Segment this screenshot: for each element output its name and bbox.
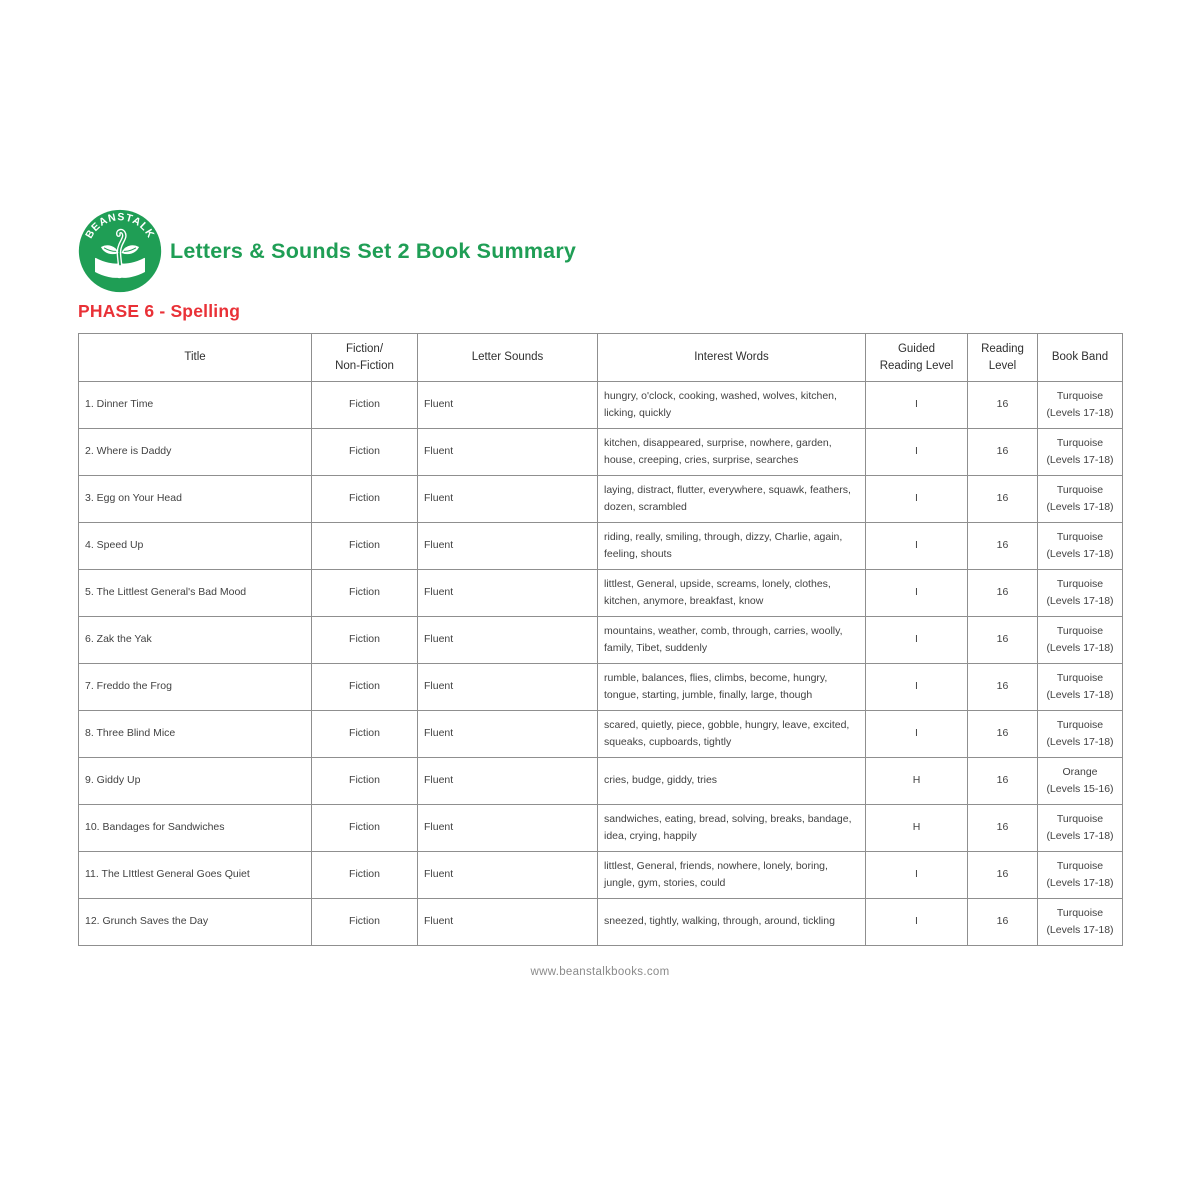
table-header-row xyxy=(79,334,1123,382)
cell-fiction: Fiction xyxy=(312,429,418,476)
table-row xyxy=(79,476,1123,523)
cell-fiction: Fiction xyxy=(312,523,418,570)
cell-fiction: Fiction xyxy=(312,664,418,711)
cell-sounds: Fluent xyxy=(418,617,598,664)
cell-fiction: Fiction xyxy=(312,711,418,758)
cell-words: rumble, balances, flies, climbs, become, hungry, tongue, starting, jumble, finally, large, though xyxy=(598,664,866,711)
cell-sounds: Fluent xyxy=(418,899,598,946)
cell-reading: 16 xyxy=(968,382,1038,429)
cell-words: littlest, General, upside, screams, lonely, clothes, kitchen, anymore, breakfast, know xyxy=(598,570,866,617)
cell-reading: 16 xyxy=(968,617,1038,664)
cell-band: Turquoise (Levels 17-18) xyxy=(1038,852,1123,899)
cell-fiction: Fiction xyxy=(312,570,418,617)
logo-top-text: BEANSTALK xyxy=(83,211,157,241)
cell-words: mountains, weather, comb, through, carries, woolly, family, Tibet, suddenly xyxy=(598,617,866,664)
cell-words: hungry, o'clock, cooking, washed, wolves, kitchen, licking, quickly xyxy=(598,382,866,429)
cell-fiction: Fiction xyxy=(312,899,418,946)
book-summary-table xyxy=(78,333,1123,946)
table-row xyxy=(79,711,1123,758)
column-header-sounds: Letter Sounds xyxy=(418,334,598,382)
cell-band: Turquoise (Levels 17-18) xyxy=(1038,664,1123,711)
cell-reading: 16 xyxy=(968,664,1038,711)
document-header xyxy=(78,209,576,293)
cell-fiction: Fiction xyxy=(312,382,418,429)
cell-sounds: Fluent xyxy=(418,805,598,852)
column-header-title: Title xyxy=(79,334,312,382)
cell-words: littlest, General, friends, nowhere, lonely, boring, jungle, gym, stories, could xyxy=(598,852,866,899)
cell-guided: I xyxy=(866,617,968,664)
cell-reading: 16 xyxy=(968,899,1038,946)
cell-words: cries, budge, giddy, tries xyxy=(598,758,866,805)
cell-reading: 16 xyxy=(968,429,1038,476)
cell-sounds: Fluent xyxy=(418,476,598,523)
cell-title: 3. Egg on Your Head xyxy=(79,476,312,523)
cell-reading: 16 xyxy=(968,570,1038,617)
cell-title: 5. The Littlest General's Bad Mood xyxy=(79,570,312,617)
cell-band: Turquoise (Levels 17-18) xyxy=(1038,523,1123,570)
cell-fiction: Fiction xyxy=(312,852,418,899)
table-row xyxy=(79,805,1123,852)
cell-title: 10. Bandages for Sandwiches xyxy=(79,805,312,852)
cell-title: 1. Dinner Time xyxy=(79,382,312,429)
cell-guided: H xyxy=(866,758,968,805)
cell-guided: I xyxy=(866,476,968,523)
cell-band: Turquoise (Levels 17-18) xyxy=(1038,476,1123,523)
table-row xyxy=(79,617,1123,664)
cell-sounds: Fluent xyxy=(418,664,598,711)
cell-sounds: Fluent xyxy=(418,570,598,617)
cell-title: 9. Giddy Up xyxy=(79,758,312,805)
footer xyxy=(0,966,1200,978)
cell-sounds: Fluent xyxy=(418,523,598,570)
table-row xyxy=(79,852,1123,899)
table-row xyxy=(79,429,1123,476)
cell-sounds: Fluent xyxy=(418,711,598,758)
table-row xyxy=(79,523,1123,570)
cell-guided: I xyxy=(866,852,968,899)
cell-reading: 16 xyxy=(968,476,1038,523)
cell-title: 8. Three Blind Mice xyxy=(79,711,312,758)
cell-reading: 16 xyxy=(968,758,1038,805)
cell-band: Turquoise (Levels 17-18) xyxy=(1038,382,1123,429)
cell-fiction: Fiction xyxy=(312,805,418,852)
cell-fiction: Fiction xyxy=(312,758,418,805)
cell-fiction: Fiction xyxy=(312,617,418,664)
cell-reading: 16 xyxy=(968,523,1038,570)
beanstalk-logo-icon xyxy=(78,209,162,293)
cell-band: Orange (Levels 15-16) xyxy=(1038,758,1123,805)
cell-words: sneezed, tightly, walking, through, around, tickling xyxy=(598,899,866,946)
cell-words: kitchen, disappeared, surprise, nowhere, garden, house, creeping, cries, surprise, searches xyxy=(598,429,866,476)
cell-band: Turquoise (Levels 17-18) xyxy=(1038,617,1123,664)
cell-guided: I xyxy=(866,523,968,570)
cell-guided: I xyxy=(866,711,968,758)
cell-reading: 16 xyxy=(968,852,1038,899)
column-header-guided: Guided Reading Level xyxy=(866,334,968,382)
book-summary-table-container xyxy=(78,333,1122,946)
cell-guided: I xyxy=(866,570,968,617)
page-title: Letters & Sounds Set 2 Book Summary xyxy=(170,238,577,263)
cell-title: 2. Where is Daddy xyxy=(79,429,312,476)
table-row xyxy=(79,570,1123,617)
cell-fiction: Fiction xyxy=(312,476,418,523)
cell-guided: I xyxy=(866,429,968,476)
cell-sounds: Fluent xyxy=(418,429,598,476)
cell-band: Turquoise (Levels 17-18) xyxy=(1038,429,1123,476)
column-header-band: Book Band xyxy=(1038,334,1123,382)
table-row xyxy=(79,382,1123,429)
column-header-fiction: Fiction/ Non-Fiction xyxy=(312,334,418,382)
cell-guided: H xyxy=(866,805,968,852)
cell-guided: I xyxy=(866,664,968,711)
cell-guided: I xyxy=(866,899,968,946)
table-row xyxy=(79,758,1123,805)
cell-reading: 16 xyxy=(968,711,1038,758)
cell-title: 11. The LIttlest General Goes Quiet xyxy=(79,852,312,899)
phase-heading: PHASE 6 - Spelling xyxy=(78,301,241,321)
cell-words: scared, quietly, piece, gobble, hungry, leave, excited, squeaks, cupboards, tightly xyxy=(598,711,866,758)
website-url: www.beanstalkbooks.com xyxy=(530,966,670,978)
cell-title: 7. Freddo the Frog xyxy=(79,664,312,711)
cell-words: riding, really, smiling, through, dizzy, Charlie, again, feeling, shouts xyxy=(598,523,866,570)
cell-title: 12. Grunch Saves the Day xyxy=(79,899,312,946)
column-header-reading: Reading Level xyxy=(968,334,1038,382)
cell-band: Turquoise (Levels 17-18) xyxy=(1038,711,1123,758)
cell-guided: I xyxy=(866,382,968,429)
cell-band: Turquoise (Levels 17-18) xyxy=(1038,899,1123,946)
cell-words: laying, distract, flutter, everywhere, squawk, feathers, dozen, scrambled xyxy=(598,476,866,523)
beanstalk-books-logo xyxy=(78,209,162,293)
cell-title: 4. Speed Up xyxy=(79,523,312,570)
column-header-words: Interest Words xyxy=(598,334,866,382)
table-row xyxy=(79,899,1123,946)
table-row xyxy=(79,664,1123,711)
cell-sounds: Fluent xyxy=(418,382,598,429)
cell-sounds: Fluent xyxy=(418,852,598,899)
cell-words: sandwiches, eating, bread, solving, breaks, bandage, idea, crying, happily xyxy=(598,805,866,852)
cell-band: Turquoise (Levels 17-18) xyxy=(1038,805,1123,852)
cell-sounds: Fluent xyxy=(418,758,598,805)
cell-reading: 16 xyxy=(968,805,1038,852)
cell-title: 6. Zak the Yak xyxy=(79,617,312,664)
cell-band: Turquoise (Levels 17-18) xyxy=(1038,570,1123,617)
